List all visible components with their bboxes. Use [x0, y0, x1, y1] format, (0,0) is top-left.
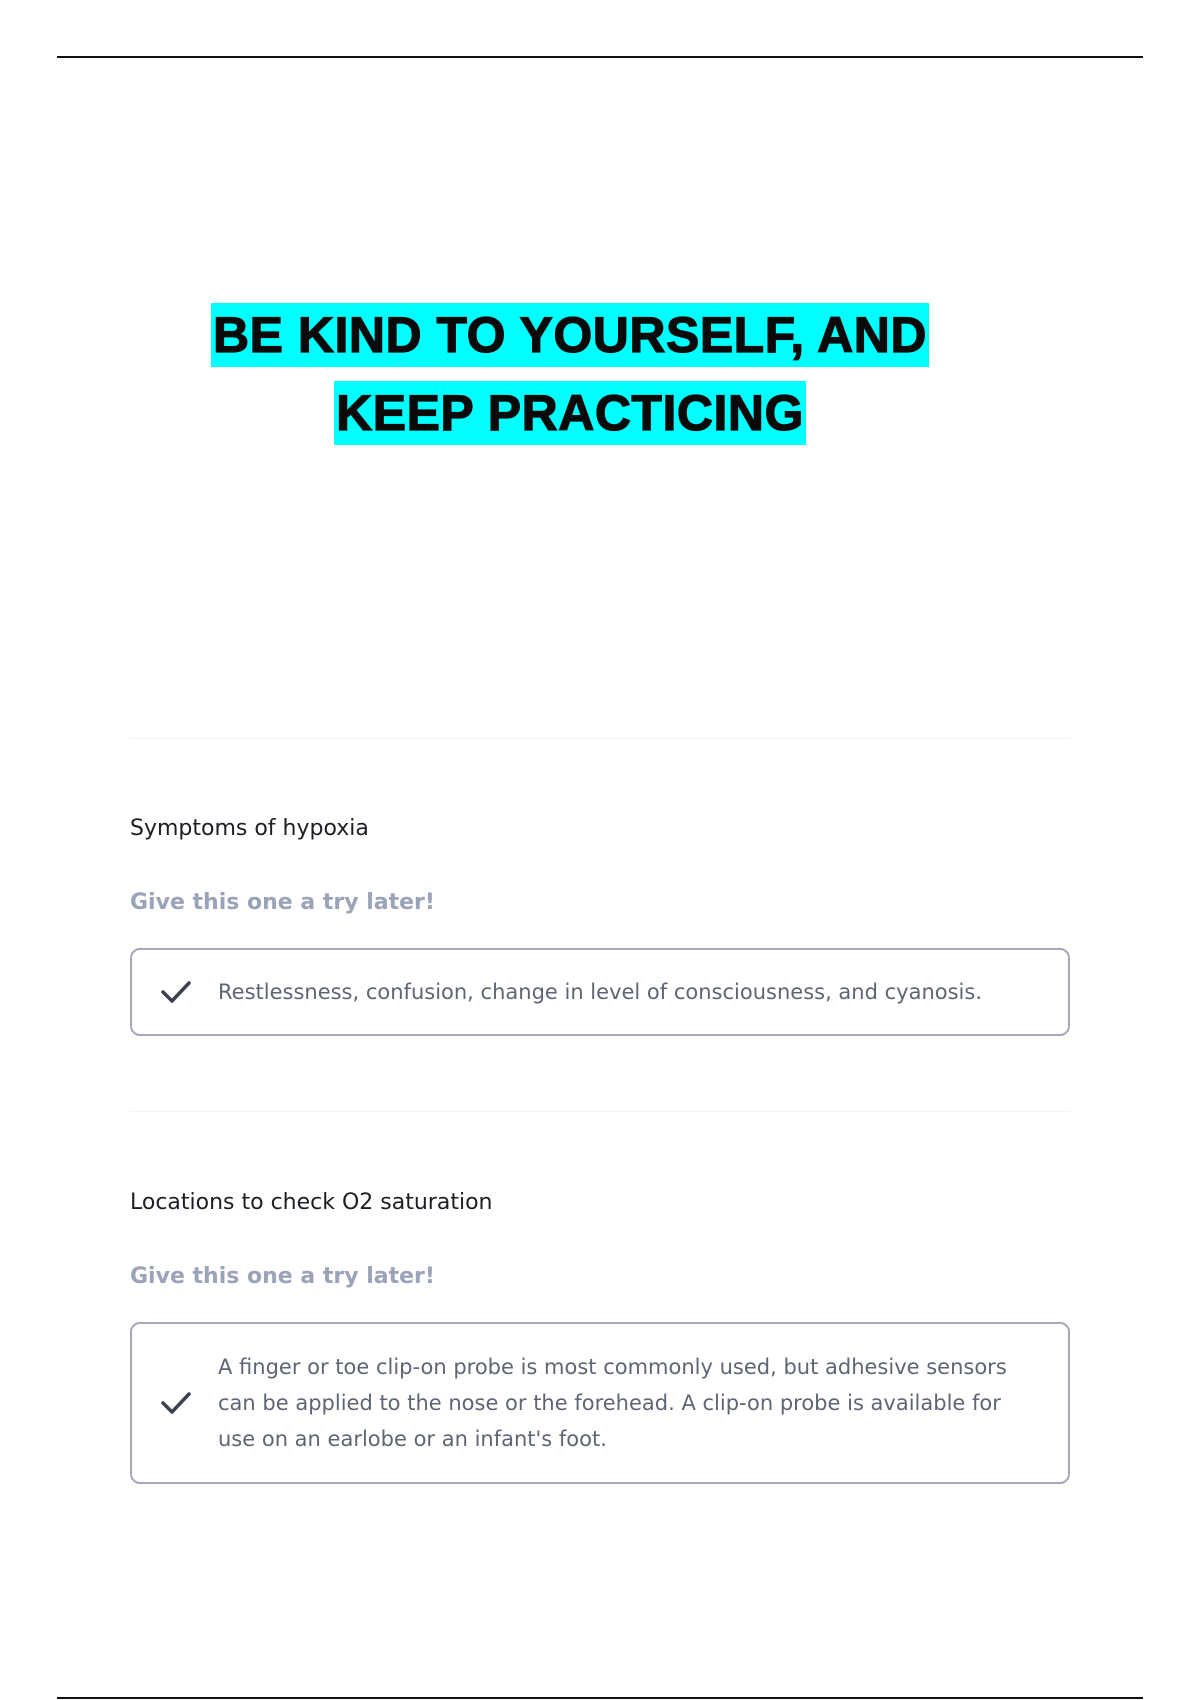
banner-line-1: BE KIND TO YOURSELF, AND [211, 303, 929, 367]
card-hint: Give this one a try later! [130, 1264, 435, 1289]
card-title: Symptoms of hypoxia [130, 816, 369, 841]
banner-line-2: KEEP PRACTICING [334, 381, 806, 445]
answer-text: Restlessness, confusion, change in level of consciousness, and cyanosis. [218, 980, 982, 1004]
answer-box[interactable] [130, 948, 1070, 1036]
top-rule [57, 56, 1143, 58]
card-hint: Give this one a try later! [130, 890, 435, 915]
card-divider [130, 738, 1070, 739]
card-divider [130, 1111, 1070, 1112]
bottom-rule [57, 1697, 1143, 1699]
check-icon [158, 1385, 194, 1421]
check-icon [158, 974, 194, 1010]
motivation-banner [0, 296, 1140, 452]
answer-text: A finger or toe clip-on probe is most commonly used, but adhesive sensors can be applied to the nose or the forehead. A clip-on probe is available for use on an earlobe or an infant's foot. [218, 1355, 1007, 1451]
card-title: Locations to check O2 saturation [130, 1190, 493, 1215]
answer-box[interactable] [130, 1322, 1070, 1484]
